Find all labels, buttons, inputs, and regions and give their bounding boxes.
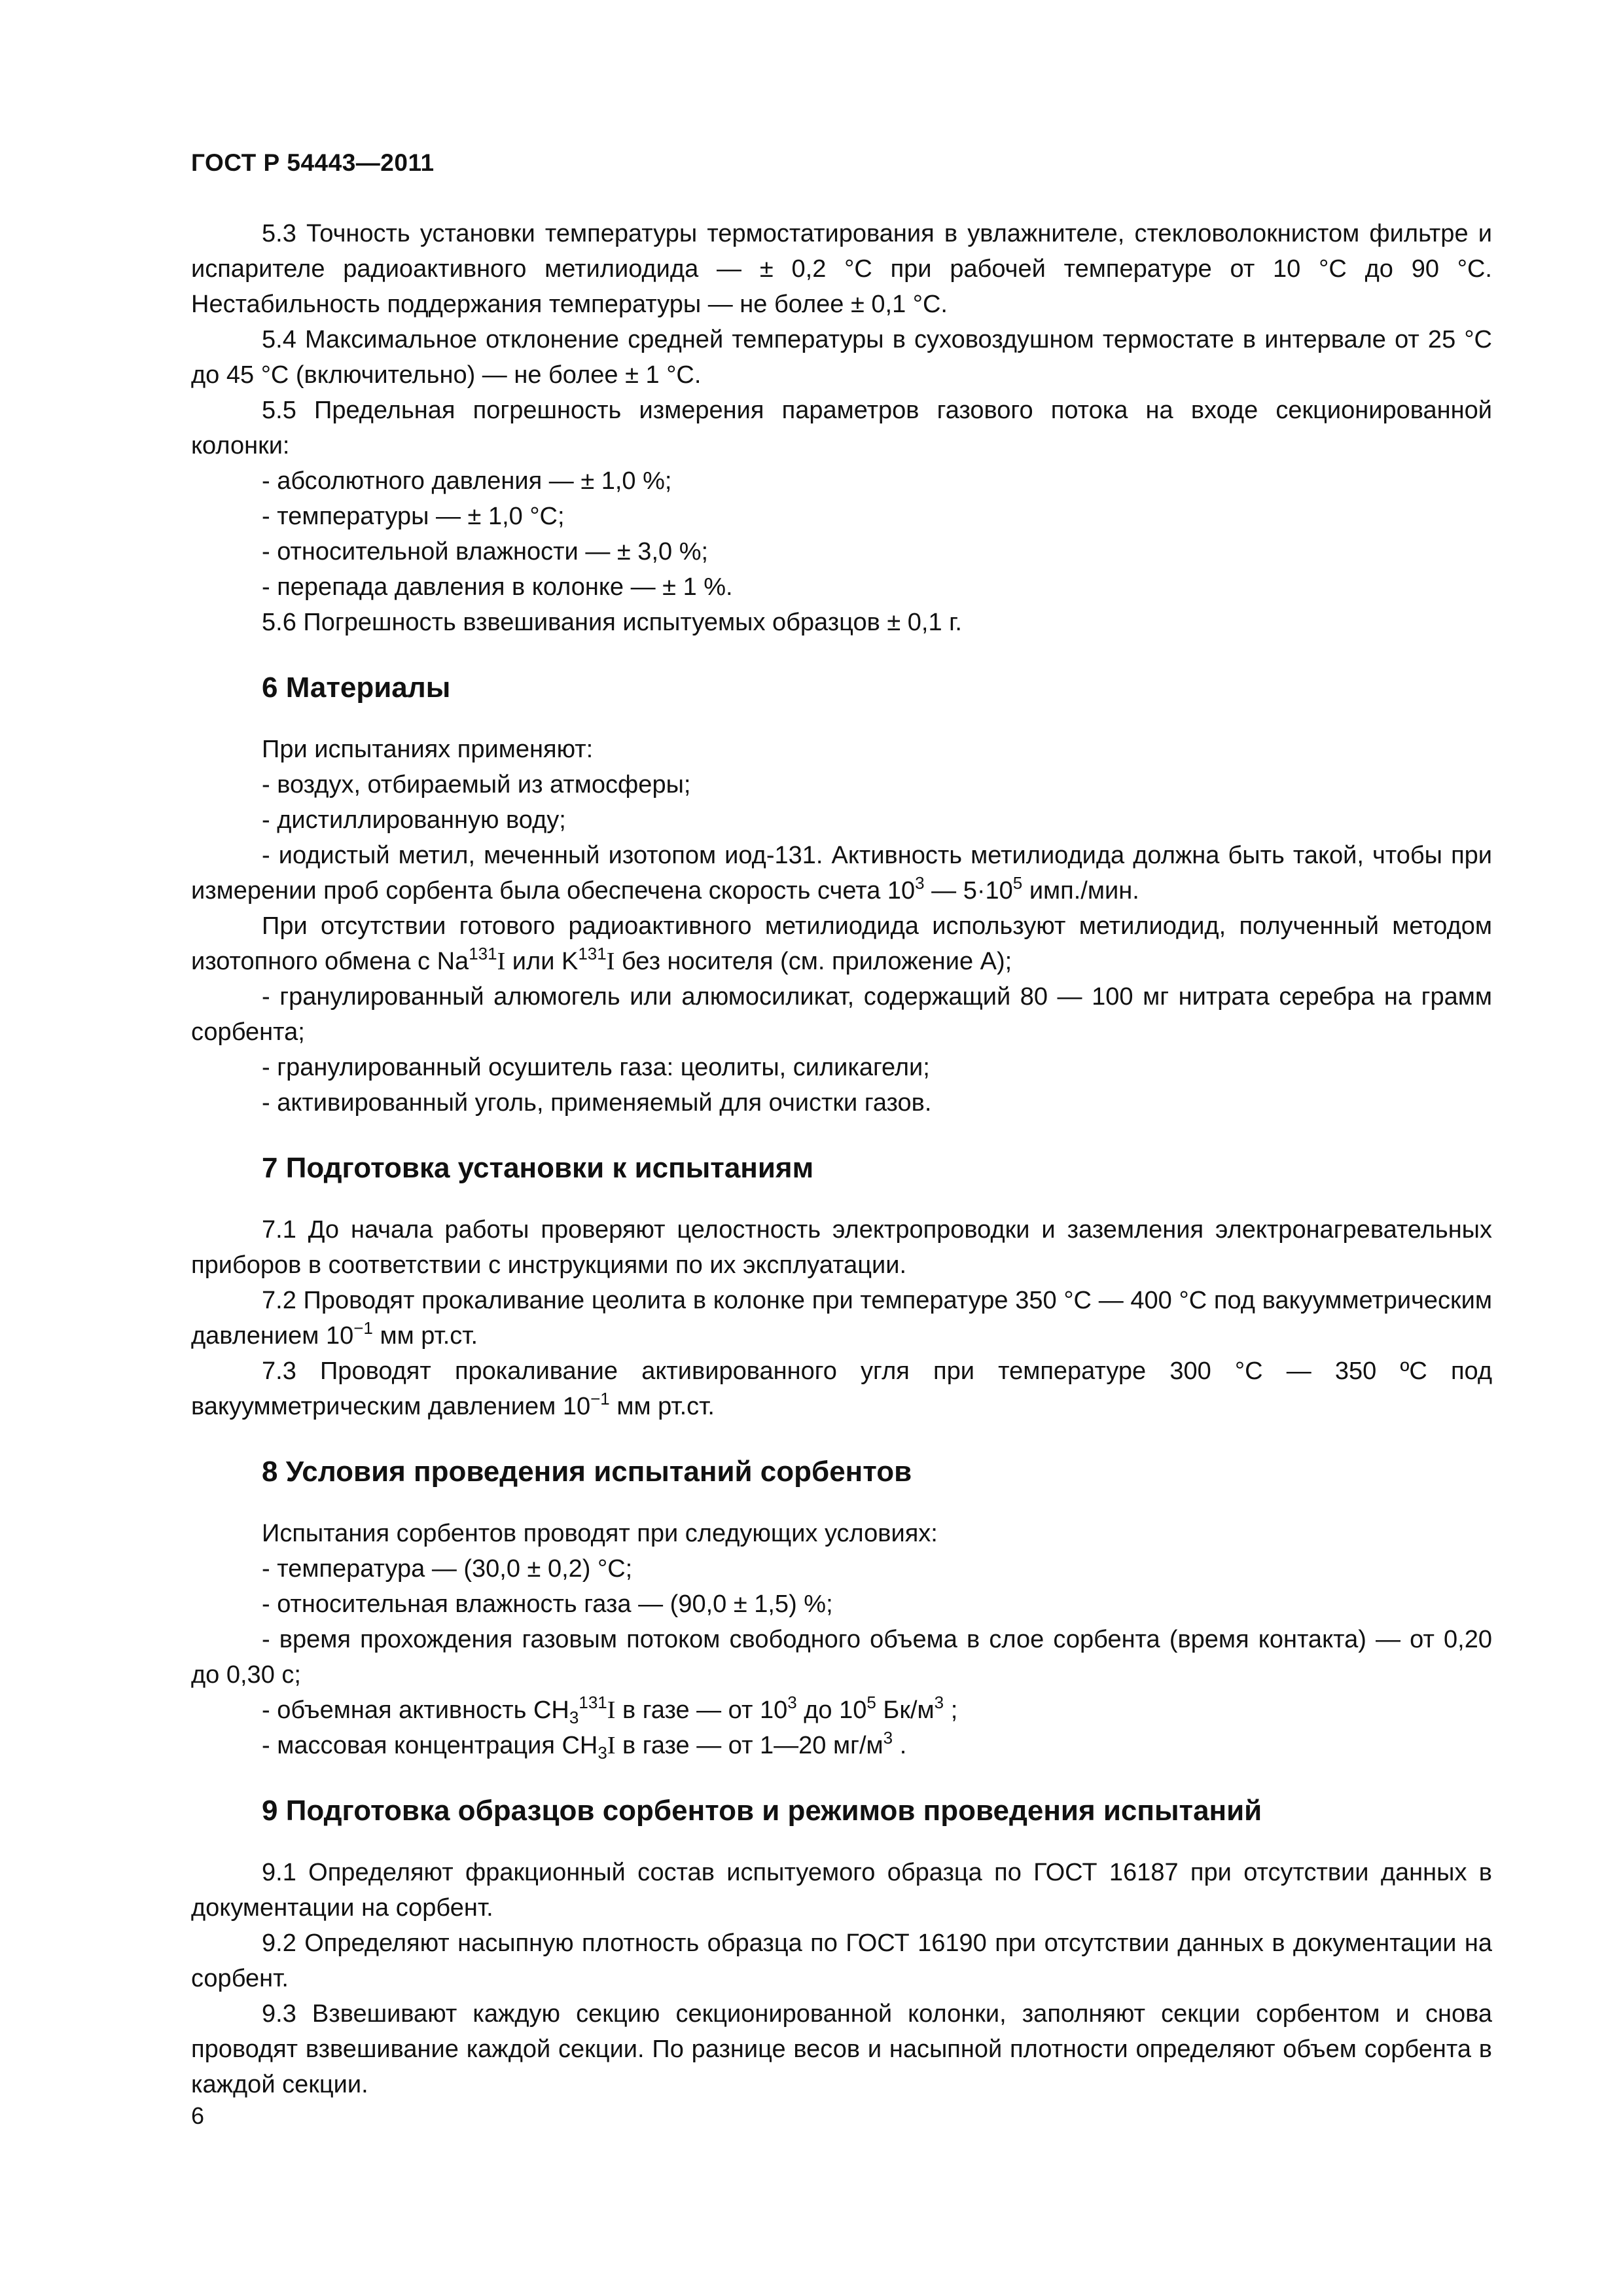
list-item: - относительной влажности — ± 3,0 %; (262, 538, 709, 565)
paragraph-7-3: 7.3 Проводят прокаливание активированного угля при температуре 300 °С — 350 ºС под вакуумметрическим давлением $10^{-1}$ мм рт.ст. (191, 1357, 1492, 1420)
list-item-mass-concentration: - массовая концентрация $CH_3I$ в газе — от 1—20 $мг/м^3$ . (262, 1728, 907, 1763)
list-item-volume-activity: - объемная активность $CH_3^{131}I$ в газе — от $10^3$ до $10^5$ $Бк/м^3$ ; (262, 1693, 958, 1727)
document-code-header: ГОСТ Р 54443—2011 (191, 149, 435, 176)
section-8-intro: Испытания сорбентов проводят при следующих условиях: (262, 1520, 938, 1547)
paragraph-5-4: 5.4 Максимальное отклонение средней температуры в суховоздушном термостате в интервале от 25 °С до 45 °С (включительно) — не более ± 1 °С. (191, 326, 1492, 389)
section-9-heading: 9 Подготовка образцов сорбентов и режимов проведения испытаний (262, 1795, 1262, 1827)
paragraph-7-1: 7.1 До начала работы проверяют целостность электропроводки и заземления электронагревательных приборов в соответствии с инструкциями по их эксплуатации. (191, 1216, 1492, 1279)
list-item: - гранулированный алюмогель или алюмосиликат, содержащий 80 — 100 мг нитрата серебра на грамм сорбента; (191, 983, 1492, 1046)
section-6-intro: При испытаниях применяют: (262, 736, 594, 763)
paragraph-5-6: 5.6 Погрешность взвешивания испытуемых образцов ± 0,1 г. (262, 609, 962, 636)
list-item: - абсолютного давления — ± 1,0 %; (262, 467, 672, 495)
list-item: - гранулированный осушитель газа: цеолиты, силикагели; (262, 1054, 930, 1081)
list-item: - воздух, отбираемый из атмосферы; (262, 771, 691, 798)
list-item: - время прохождения газовым потоком свободного объема в слое сорбента (время контакта) — от 0,20 до 0,30 с; (191, 1626, 1492, 1689)
list-item-methyl-iodide: - иодистый метил, меченный изотопом иод-131. Активность метилиодида должна быть такой, чтобы при измерении проб сорбента была обеспечена скорость счета $10^3$ — $5\cdot 10^5$ имп./мин. (191, 842, 1492, 905)
section-7-heading: 7 Подготовка установки к испытаниям (262, 1152, 814, 1184)
list-item: - температуры — ± 1,0 °С; (262, 503, 565, 530)
list-item: - дистиллированную воду; (262, 806, 566, 834)
list-item: - активированный уголь, применяемый для очистки газов. (262, 1089, 932, 1117)
list-item: - температура — (30,0 ± 0,2) °С; (262, 1555, 633, 1583)
list-item: - относительная влажность газа — (90,0 ± 1,5) %; (262, 1590, 833, 1618)
paragraph-isotope-exchange: При отсутствии готового радиоактивного метилиодида используют метилиодид, полученный методом изотопного обмена с Na$^{131}$I или $K^{131}I$ без носителя (см. приложение А); (191, 912, 1492, 975)
list-item: - перепада давления в колонке — ± 1 %. (262, 573, 733, 601)
paragraph-5-5: 5.5 Предельная погрешность измерения параметров газового потока на входе секционированной колонки: (191, 397, 1492, 459)
page-content (191, 216, 1492, 2102)
paragraph-9-1: 9.1 Определяют фракционный состав испытуемого образца по ГОСТ 16187 при отсутствии данных в документации на сорбент. (191, 1859, 1492, 1922)
page-number: 6 (191, 2102, 205, 2129)
section-8-heading: 8 Условия проведения испытаний сорбентов (262, 1456, 912, 1488)
paragraph-7-2: 7.2 Проводят прокаливание цеолита в колонке при температуре 350 °С — 400 °С под вакуумметрическим давлением $10^{-1}$ мм рт.ст. (191, 1287, 1492, 1350)
paragraph-5-3: 5.3 Точность установки температуры термостатирования в увлажнителе, стекловолокнистом фильтре и испарителе радиоактивного метилиодида — ± 0,2 °С при рабочей температуре от 10 °С до 90 °С. Нестабильность поддержания температуры — не более ± 0,1 °С. (191, 220, 1492, 318)
section-6-heading: 6 Материалы (262, 672, 451, 704)
paragraph-9-3: 9.3 Взвешивают каждую секцию секционированной колонки, заполняют секции сорбентом и снова проводят взвешивание каждой секции. По разнице весов и насыпной плотности определяют объем сорбента в каждой секции. (191, 2000, 1492, 2098)
paragraph-9-2: 9.2 Определяют насыпную плотность образца по ГОСТ 16190 при отсутствии данных в документации на сорбент. (191, 1929, 1492, 1992)
